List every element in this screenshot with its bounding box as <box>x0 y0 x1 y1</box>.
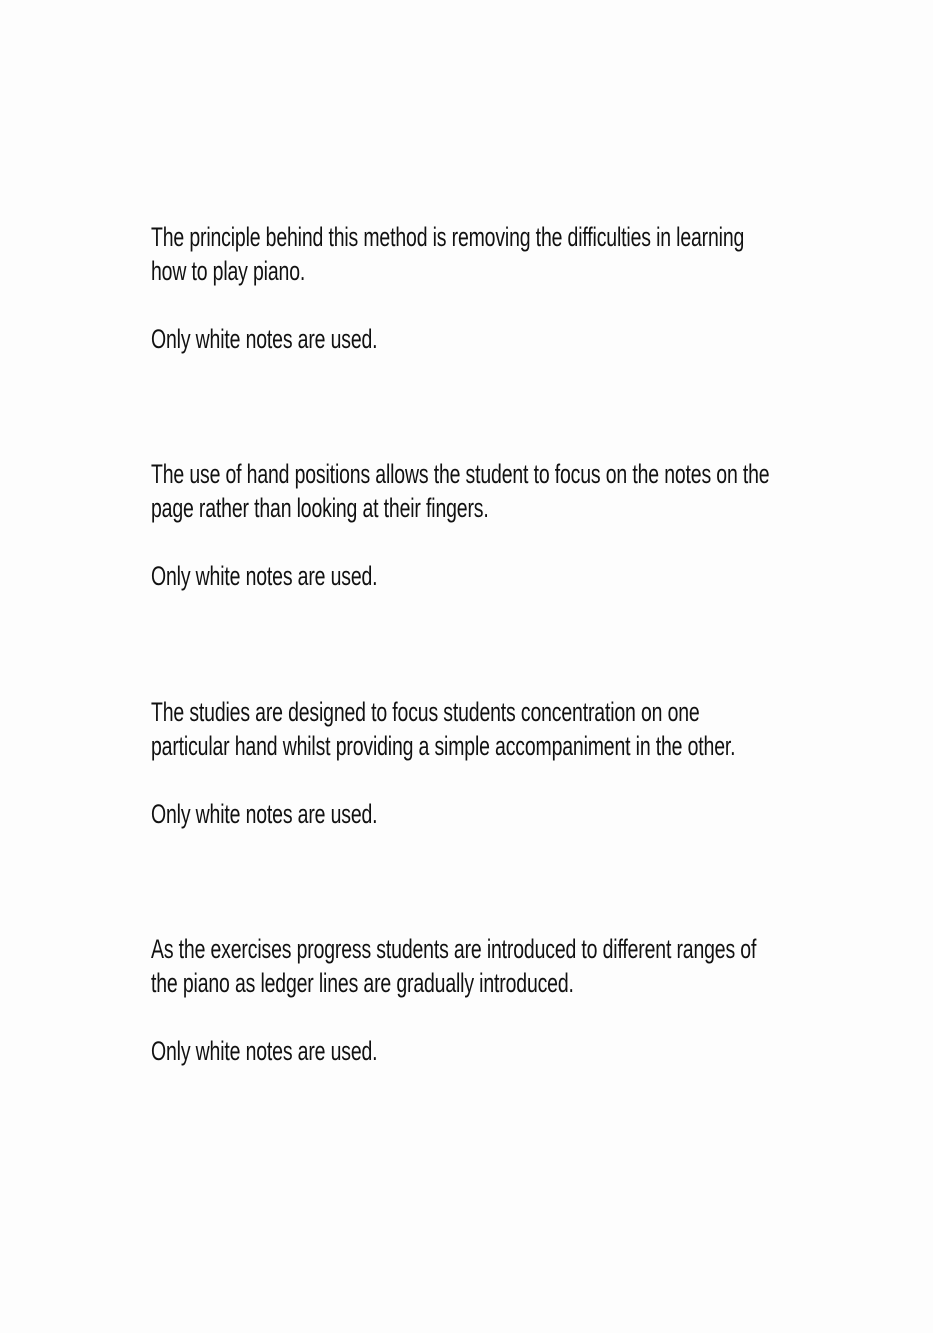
white-notes-note: Only white notes are used. <box>151 561 378 591</box>
paragraph-line: The principle behind this method is removing the difficulties in learning <box>151 222 745 252</box>
white-notes-note: Only white notes are used. <box>151 1036 378 1066</box>
paragraph-line: particular hand whilst providing a simple accompaniment in the other. <box>151 731 736 761</box>
paragraph-line: the piano as ledger lines are gradually introduced. <box>151 968 574 998</box>
paragraph-line: The use of hand positions allows the student to focus on the notes on the <box>151 459 770 489</box>
paragraph-line: how to play piano. <box>151 256 306 286</box>
white-notes-note: Only white notes are used. <box>151 324 378 354</box>
white-notes-note: Only white notes are used. <box>151 799 378 829</box>
paragraph-line: page rather than looking at their fingers. <box>151 493 489 523</box>
paragraph-line: As the exercises progress students are introduced to different ranges of <box>151 934 757 964</box>
paragraph-line: The studies are designed to focus students concentration on one <box>151 697 700 727</box>
